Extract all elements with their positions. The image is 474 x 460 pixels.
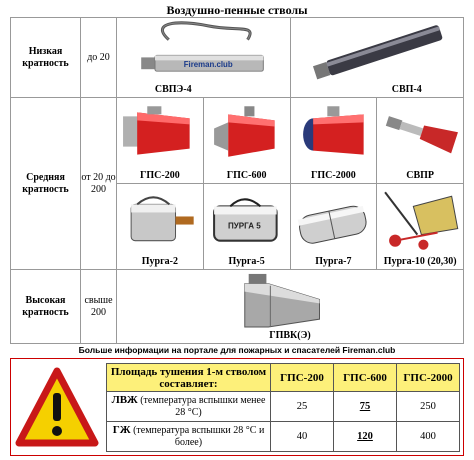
item-caption: СВПЭ-4 xyxy=(154,84,192,95)
item-gpvk xyxy=(117,270,464,344)
purga5-label: ПУРГА 5 xyxy=(227,221,261,231)
ratio-value: до 20 xyxy=(81,18,117,98)
gps200-image xyxy=(117,98,203,169)
item-caption: ГПС-200 xyxy=(140,170,180,181)
nozzle-table xyxy=(10,17,464,344)
value-cell: 400 xyxy=(397,422,460,452)
value-cell: 40 xyxy=(271,422,334,452)
row-label-gzh: ГЖ (температура вспышки 28 °С и более) xyxy=(107,422,271,452)
area-table xyxy=(106,363,460,452)
item-purga2 xyxy=(117,184,204,270)
purga2-image xyxy=(117,184,203,255)
gpvk-image xyxy=(117,270,463,329)
item-caption: ГПС-2000 xyxy=(311,170,356,181)
extinguishing-area-panel xyxy=(10,358,464,456)
item-svpr xyxy=(377,98,464,184)
item-caption: Пурга-5 xyxy=(228,256,265,267)
item-caption: СВПР xyxy=(406,170,435,181)
warning-triangle-icon xyxy=(15,365,99,451)
col-gps600: ГПС-600 xyxy=(334,364,397,392)
ratio-value: от 20 до 200 xyxy=(81,98,117,270)
item-gps200 xyxy=(117,98,204,184)
row-label: Низкая кратность xyxy=(11,18,81,98)
purga10-image xyxy=(377,184,463,255)
svp4-image xyxy=(291,18,464,83)
ratio-value: свыше 200 xyxy=(81,270,117,344)
item-purga10 xyxy=(377,184,464,270)
gps600-image xyxy=(204,98,290,169)
value-cell: 25 xyxy=(271,392,334,422)
item-svpe4 xyxy=(117,18,291,98)
row-high xyxy=(11,270,464,344)
row-label: Средняя кратность xyxy=(11,98,81,270)
item-gps2000 xyxy=(290,98,377,184)
item-purga7 xyxy=(290,184,377,270)
item-caption: СВП-4 xyxy=(391,84,422,95)
svpr-image xyxy=(377,98,463,169)
item-caption: Пурга-7 xyxy=(315,256,352,267)
row-label-lvzh: ЛВЖ (температура вспышки менее 28 °С) xyxy=(107,392,271,422)
svpe4-image xyxy=(117,18,290,83)
item-svp4 xyxy=(290,18,464,98)
item-gps600 xyxy=(203,98,290,184)
value-cell: 250 xyxy=(397,392,460,422)
row-low xyxy=(11,18,464,98)
value-cell: 120 xyxy=(334,422,397,452)
footer-note: Больше информации на портале для пожарных и спасателей Fireman.club xyxy=(78,345,396,355)
item-purga5 xyxy=(203,184,290,270)
col-gps2000: ГПС-2000 xyxy=(397,364,460,392)
value-cell: 75 xyxy=(334,392,397,422)
gps2000-image xyxy=(291,98,377,169)
area-table-header: Площадь тушения 1-м стволом составляет: xyxy=(107,364,271,392)
watermark-text: Fireman.club xyxy=(183,60,233,70)
item-caption: ГПС-600 xyxy=(226,170,267,181)
item-caption: Пурга-10 (20,30) xyxy=(383,256,457,267)
item-caption: ГПВК(Э) xyxy=(269,330,311,341)
row-label: Высокая кратность xyxy=(11,270,81,344)
purga5-image xyxy=(204,184,290,255)
page-title: Воздушно-пенные стволы xyxy=(166,3,308,17)
item-caption: Пурга-2 xyxy=(141,256,178,267)
col-gps200: ГПС-200 xyxy=(271,364,334,392)
purga7-image xyxy=(291,184,377,255)
row-medium-a xyxy=(11,98,464,184)
